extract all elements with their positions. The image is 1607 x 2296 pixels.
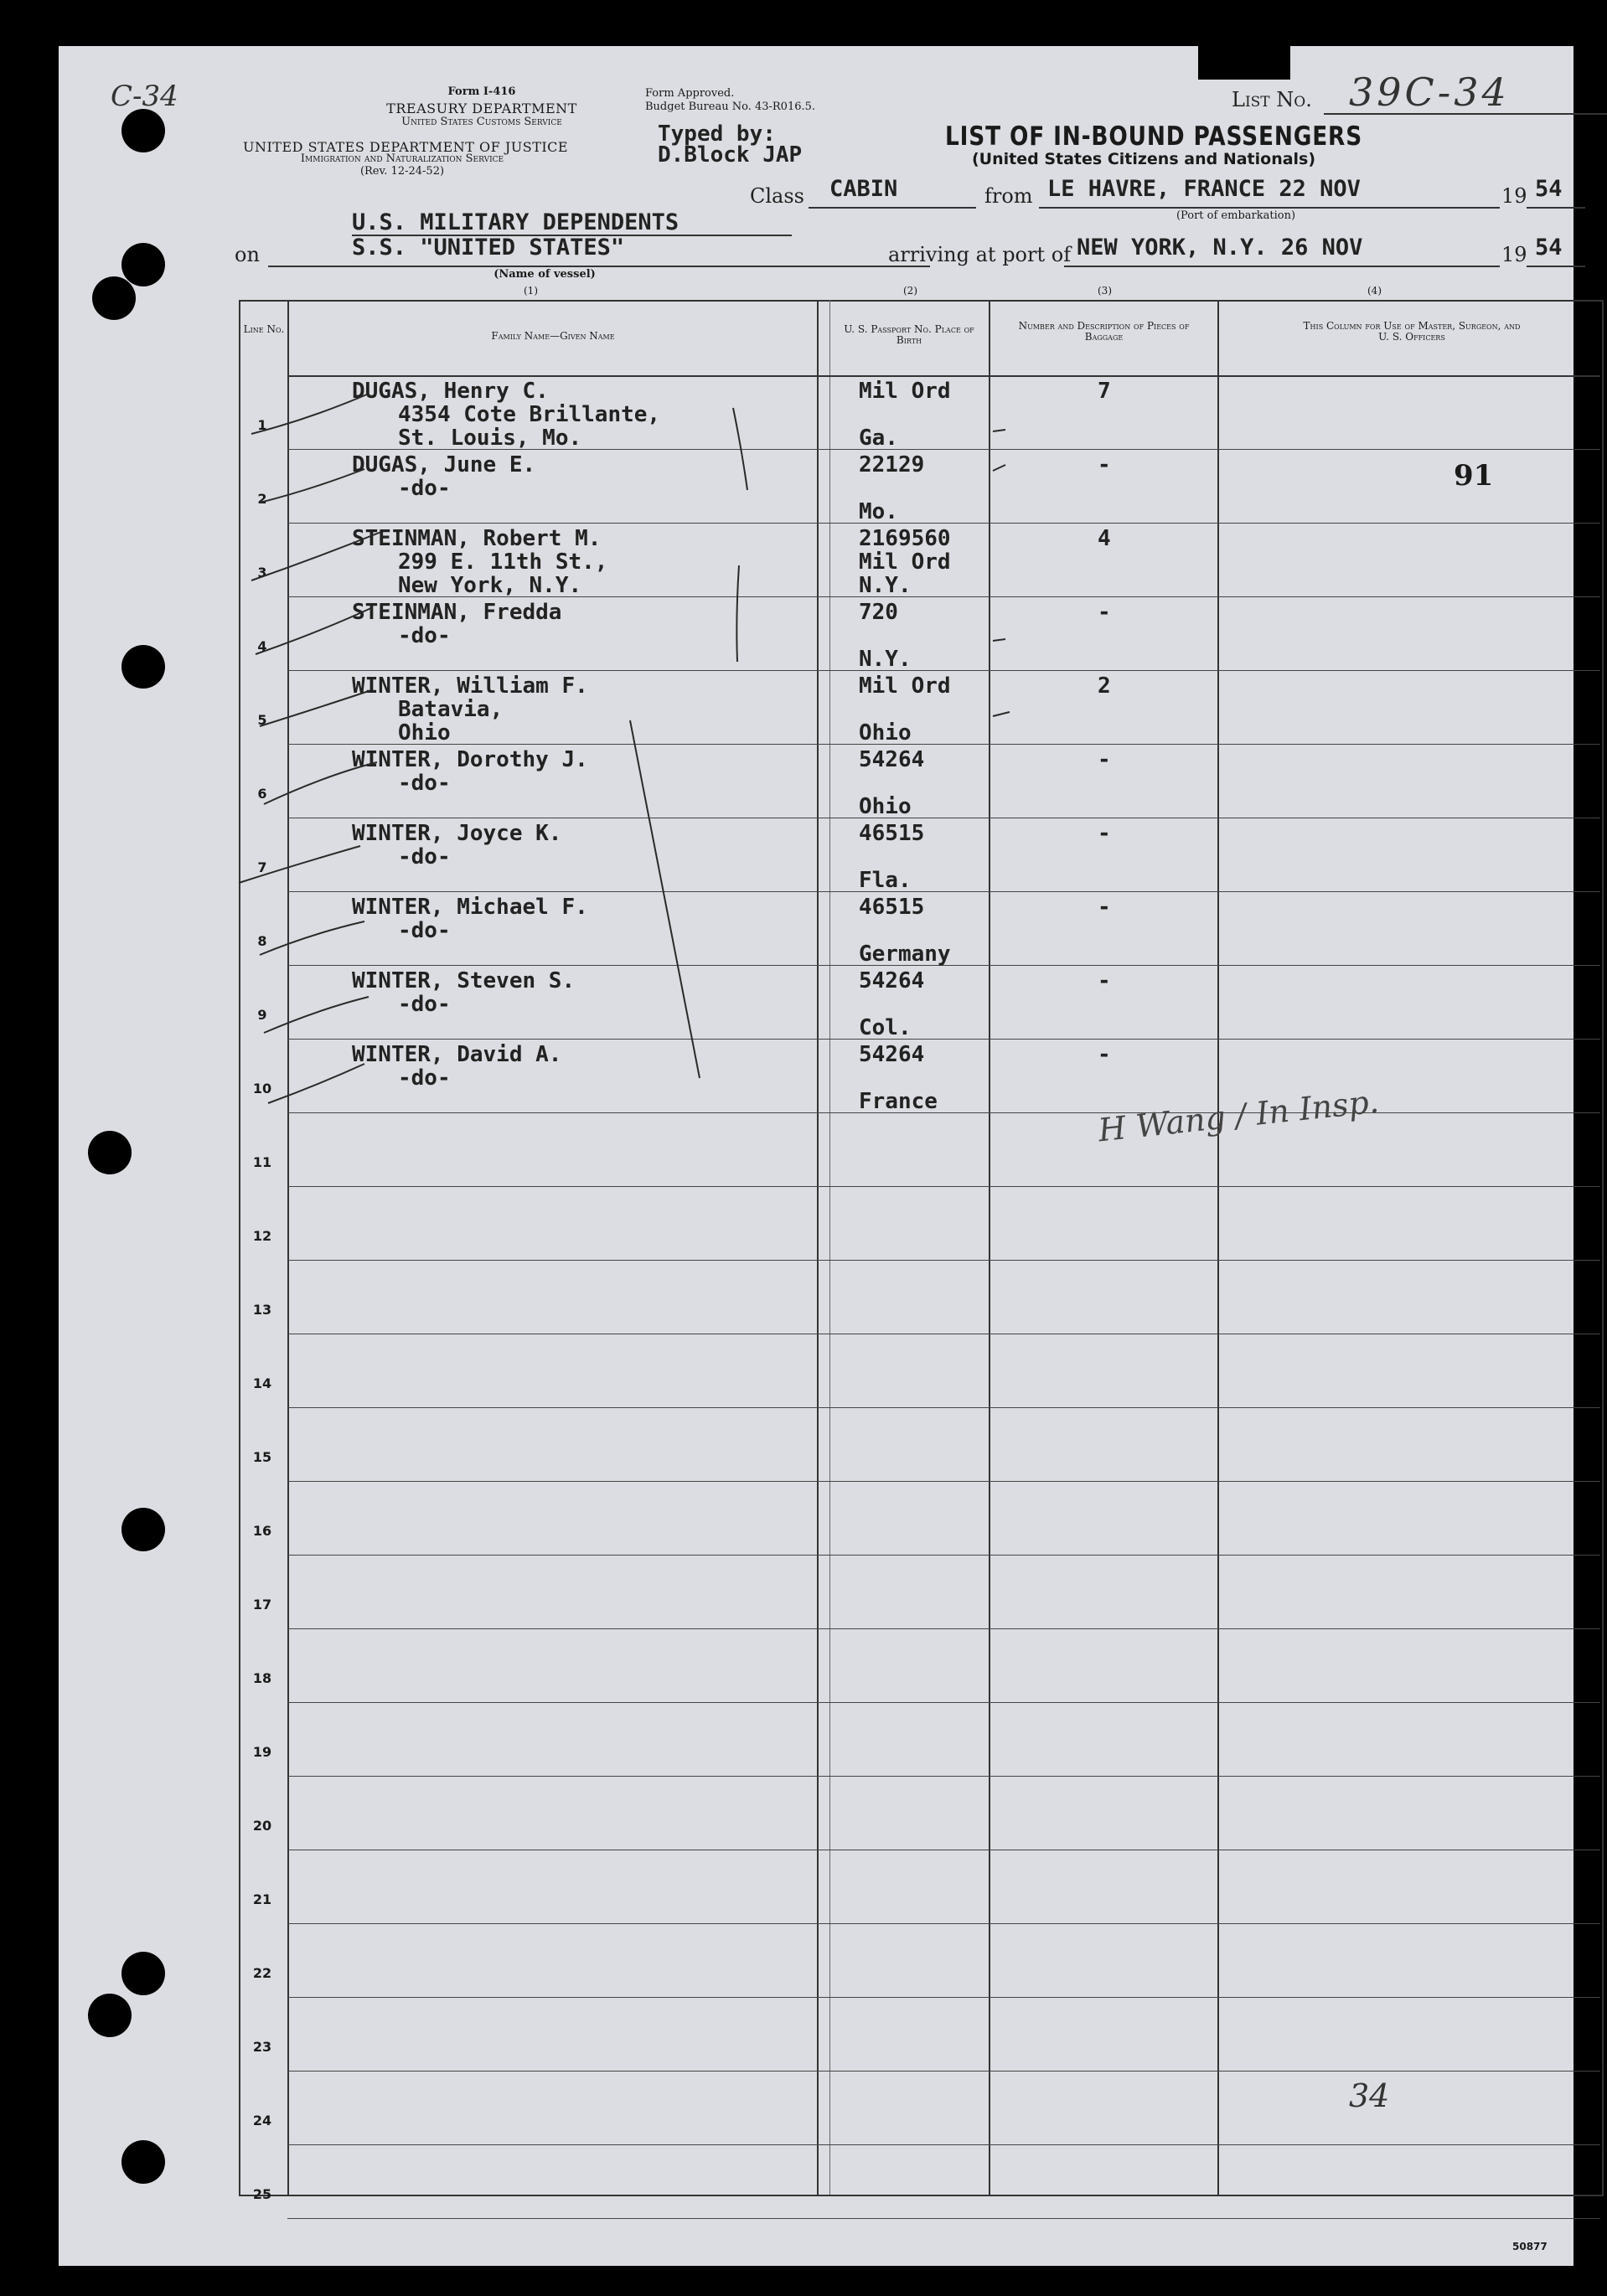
dept-justice-sub: Immigration and Naturalization Service xyxy=(300,152,504,165)
line-number: 12 xyxy=(252,1228,272,1244)
place-of-birth: Ohio xyxy=(859,794,912,819)
passport-number: 720 xyxy=(859,600,898,625)
place-of-birth: Col. xyxy=(859,1015,912,1040)
from-year-prefix: 19 xyxy=(1501,184,1527,208)
list-no-label: List No. xyxy=(1232,88,1312,111)
line-number: 8 xyxy=(257,933,267,949)
passport-number: 2169560 xyxy=(859,526,951,551)
page-subtitle: (United States Citizens and Nationals) xyxy=(972,150,1316,168)
passenger-address-line: Batavia, xyxy=(398,697,504,722)
line-number: 17 xyxy=(252,1597,272,1612)
passport-number: Mil Ord xyxy=(859,379,951,404)
vessel-value: S.S. "UNITED STATES" xyxy=(352,235,625,261)
from-year-suffix: 54 xyxy=(1535,176,1563,202)
passenger-name: WINTER, William F. xyxy=(352,673,588,699)
col-num-2: (2) xyxy=(903,285,917,297)
passenger-name: WINTER, Michael F. xyxy=(352,895,588,920)
vessel-caption: (Name of vessel) xyxy=(493,268,596,281)
col-num-1: (1) xyxy=(524,285,538,297)
line-number: 13 xyxy=(252,1302,272,1318)
line-number: 24 xyxy=(252,2113,272,2128)
line-number: 6 xyxy=(257,786,267,802)
baggage-count: - xyxy=(1098,895,1111,920)
arr-year-prefix: 19 xyxy=(1501,243,1527,266)
col-head-baggage: Number and Description of Pieces of Baggage xyxy=(1018,320,1190,343)
passport-number: Mil Ord xyxy=(859,673,951,699)
passenger-address-line: -do- xyxy=(398,1065,451,1091)
baggage-count: - xyxy=(1098,452,1111,477)
line-number: 14 xyxy=(252,1375,272,1391)
place-of-birth: Germany xyxy=(859,942,951,967)
place-of-birth: Fla. xyxy=(859,868,912,893)
bottom-note: 34 xyxy=(1349,2077,1390,2114)
passenger-name: DUGAS, June E. xyxy=(352,452,536,477)
baggage-count: - xyxy=(1098,821,1111,846)
passport-number: 22129 xyxy=(859,452,925,477)
passport-number: 54264 xyxy=(859,747,925,772)
place-of-birth: Ohio xyxy=(859,720,912,746)
passenger-address-line: 299 E. 11th St., xyxy=(398,549,608,575)
col-head-name: Family Name—Given Name xyxy=(491,330,615,342)
passport-number: 46515 xyxy=(859,895,925,920)
revision: (Rev. 12-24-52) xyxy=(359,165,445,178)
passenger-name: WINTER, Steven S. xyxy=(352,968,576,993)
document-page xyxy=(59,46,1573,2266)
passenger-name: DUGAS, Henry C. xyxy=(352,379,549,404)
class-value: CABIN xyxy=(829,176,898,202)
margin-note: C-34 xyxy=(111,80,178,113)
line-number: 15 xyxy=(252,1449,272,1465)
line-number: 5 xyxy=(257,712,267,728)
place-of-birth: France xyxy=(859,1089,938,1114)
col-head-official: This Column for Use of Master, Surgeon, and U. S. Officers xyxy=(1303,320,1521,343)
passenger-address-line: St. Louis, Mo. xyxy=(398,426,582,451)
line-number: 23 xyxy=(252,2039,272,2055)
list-no-value: 39C-34 xyxy=(1349,70,1510,115)
baggage-count: 2 xyxy=(1098,673,1111,699)
budget-bureau: Budget Bureau No. 43-R016.5. xyxy=(645,101,816,113)
line-number: 22 xyxy=(252,1965,272,1981)
passport-number: 54264 xyxy=(859,1042,925,1067)
col-num-4: (4) xyxy=(1367,285,1382,297)
baggage-count: - xyxy=(1098,968,1111,993)
passenger-address-line: -do- xyxy=(398,992,451,1017)
form-approved: Form Approved. xyxy=(645,87,735,100)
class-label: Class xyxy=(750,184,804,208)
line-number: 19 xyxy=(252,1744,272,1760)
place-of-birth: N.Y. xyxy=(859,573,912,598)
line-number: 11 xyxy=(252,1154,272,1170)
typed-by-label: Typed by: xyxy=(658,121,776,147)
col-num-3: (3) xyxy=(1098,285,1112,297)
from-label: from xyxy=(984,184,1033,208)
dept-justice: UNITED STATES DEPARTMENT OF JUSTICE xyxy=(243,139,569,155)
passenger-address-line: -do- xyxy=(398,771,451,796)
line-number: 1 xyxy=(257,417,267,433)
baggage-count: - xyxy=(1098,747,1111,772)
col-head-passport: U. S. Passport No. Place of Birth xyxy=(844,323,974,346)
port-embarkation-caption: (Port of embarkation) xyxy=(1176,209,1296,222)
on-label: on xyxy=(235,243,260,266)
passenger-name: WINTER, Dorothy J. xyxy=(352,747,588,772)
footer-code: 50877 xyxy=(1512,2241,1548,2252)
passenger-name: STEINMAN, Fredda xyxy=(352,600,562,625)
col4-note: 91 xyxy=(1454,459,1494,493)
embarkation-value: LE HAVRE, FRANCE 22 NOV xyxy=(1047,176,1361,202)
typed-by-value: D.Block JAP xyxy=(658,142,803,168)
passenger-address-line: Ohio xyxy=(398,720,451,746)
col-head-line-no: Line No. xyxy=(243,323,285,335)
baggage-count: - xyxy=(1098,600,1111,625)
arriving-label: arriving at port of xyxy=(888,243,1072,266)
passport-number: 46515 xyxy=(859,821,925,846)
line-number: 4 xyxy=(257,638,267,654)
place-of-birth: N.Y. xyxy=(859,647,912,672)
baggage-count: 7 xyxy=(1098,379,1111,404)
line-number: 20 xyxy=(252,1818,272,1834)
baggage-count: 4 xyxy=(1098,526,1111,551)
line-number: 7 xyxy=(257,859,267,875)
passenger-name: STEINMAN, Robert M. xyxy=(352,526,602,551)
arrival-port-value: NEW YORK, N.Y. 26 NOV xyxy=(1077,235,1363,261)
dept-treasury: TREASURY DEPARTMENT xyxy=(386,101,577,116)
line-number: 18 xyxy=(252,1670,272,1686)
line-number: 9 xyxy=(257,1007,267,1023)
passenger-name: WINTER, David A. xyxy=(352,1042,562,1067)
form-number: Form I-416 xyxy=(447,85,516,98)
pen-check-marks xyxy=(59,46,1573,2266)
line-number: 3 xyxy=(257,565,267,580)
inspector-signature: H Wang / In Insp. xyxy=(1096,1082,1381,1149)
arr-year-suffix: 54 xyxy=(1535,235,1563,261)
passenger-address-line: 4354 Cote Brillante, xyxy=(398,402,661,427)
place-of-birth: Mil Ord xyxy=(859,549,951,575)
group-label: U.S. MILITARY DEPENDENTS xyxy=(352,209,679,235)
baggage-count: - xyxy=(1098,1042,1111,1067)
passenger-address-line: -do- xyxy=(398,623,451,648)
passenger-name: WINTER, Joyce K. xyxy=(352,821,562,846)
passenger-address-line: -do- xyxy=(398,476,451,501)
line-number: 2 xyxy=(257,491,267,507)
passenger-address-line: New York, N.Y. xyxy=(398,573,582,598)
line-number: 25 xyxy=(252,2186,272,2202)
line-number: 16 xyxy=(252,1523,272,1539)
passenger-address-line: -do- xyxy=(398,844,451,869)
page-title: LIST OF IN-BOUND PASSENGERS xyxy=(945,121,1363,152)
place-of-birth: Mo. xyxy=(859,499,898,524)
passenger-address-line: -do- xyxy=(398,918,451,943)
place-of-birth: Ga. xyxy=(859,426,898,451)
passport-number: 54264 xyxy=(859,968,925,993)
dept-treasury-sub: United States Customs Service xyxy=(401,116,562,128)
line-number: 10 xyxy=(252,1081,272,1096)
line-number: 21 xyxy=(252,1891,272,1907)
